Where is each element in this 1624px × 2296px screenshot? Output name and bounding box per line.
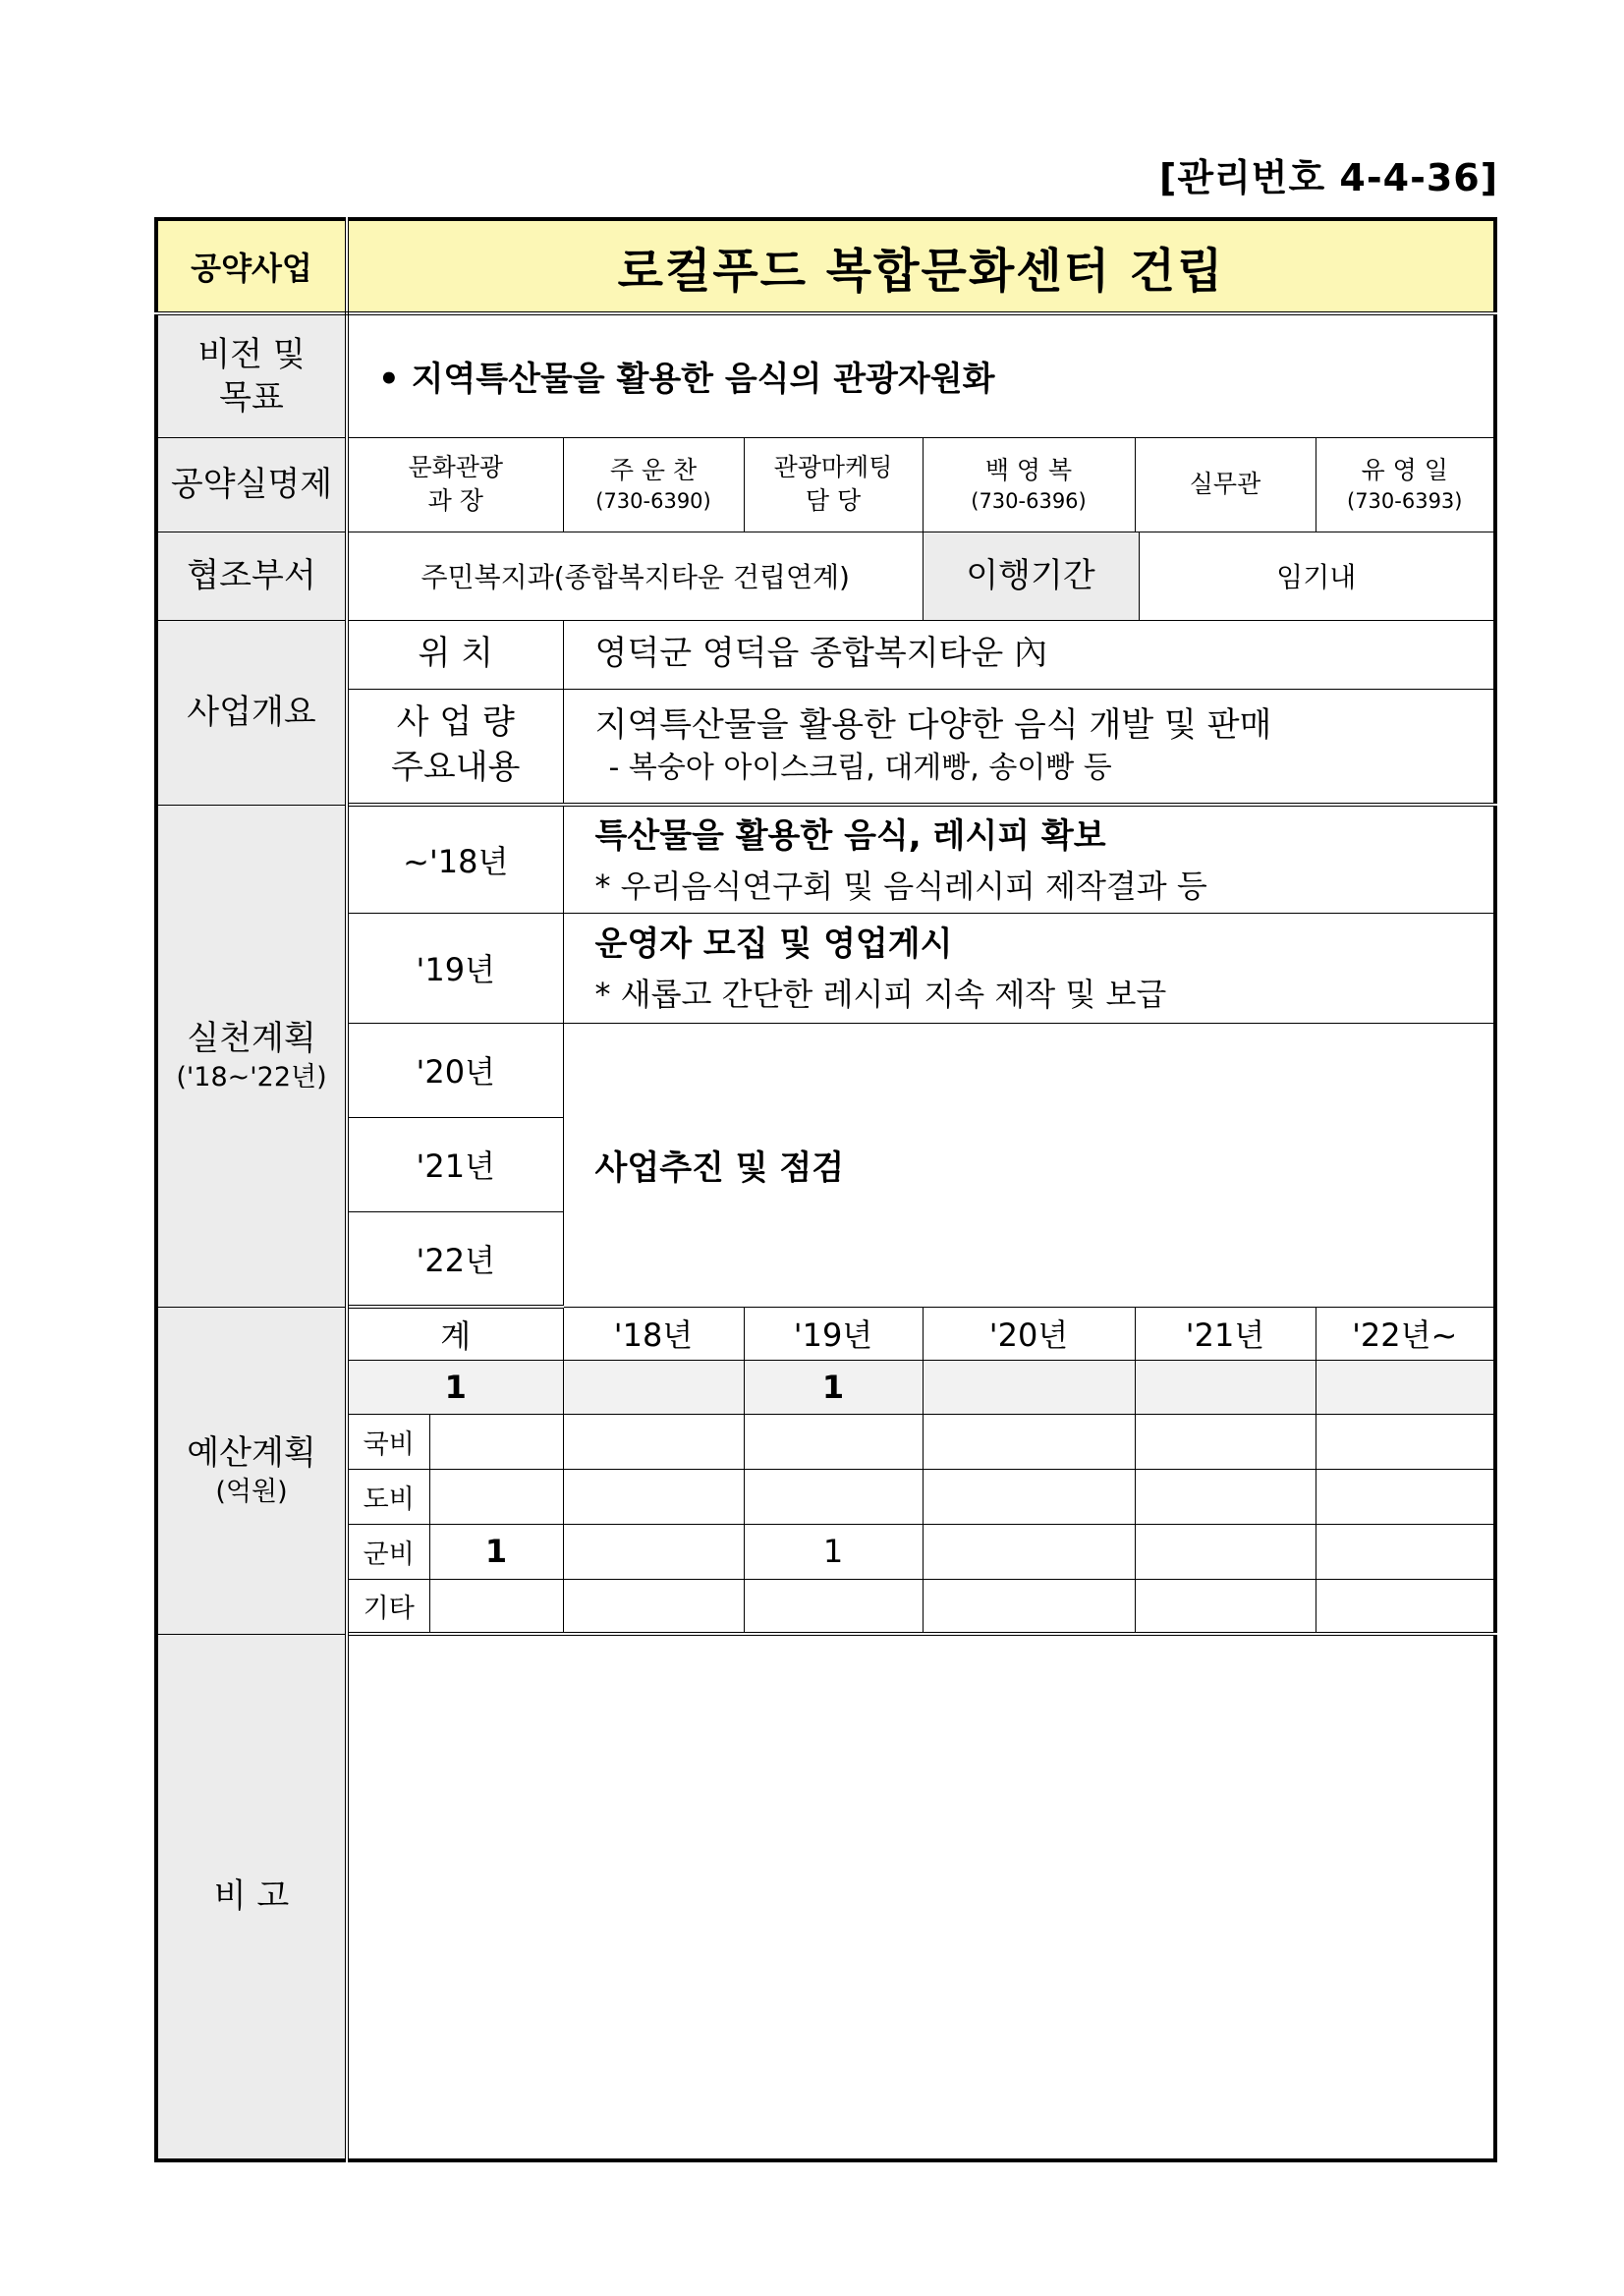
scope-line1: 지역특산물을 활용한 다양한 음식 개발 및 판매 [594,705,1272,746]
budget-source-provincial: 도비 [347,1469,429,1524]
cooperation-value: 주민복지과(종합복지타운 건립연계) [347,532,923,620]
plan-label [156,805,347,1307]
plan-merged-content: 사업추진 및 점검 [563,1023,1495,1307]
budget-national-2021 [1135,1414,1316,1469]
budget-total-sum: 1 [347,1360,563,1414]
budget-label-line1: 예산계획 [187,1432,316,1473]
budget-provincial-2019 [744,1469,923,1524]
period-label: 이행기간 [923,532,1139,620]
budget-other-sum [429,1579,563,1634]
plan-year-2022: '22년 [347,1211,563,1307]
location-label: 위 치 [347,620,563,689]
vision-label-line1: 비전 및 [197,334,306,374]
person2 [923,437,1135,532]
vision-label [156,313,347,437]
budget-source-national: 국비 [347,1414,429,1469]
budget-national-2020 [923,1414,1135,1469]
scope-label [347,689,563,805]
person3 [1316,437,1495,532]
remarks-value [347,1634,1495,2160]
plan-year-2021: '21년 [347,1117,563,1211]
scope-line2: - 복숭아 아이스크림, 대게빵, 송이빵 등 [608,750,1112,785]
budget-total-2021 [1135,1360,1316,1414]
vision-text: • 지역특산물을 활용한 음식의 관광자원화 [347,313,1495,437]
budget-county-2019: 1 [744,1524,923,1579]
budget-source-county: 군비 [347,1524,429,1579]
budget-header-2019: '19년 [744,1307,923,1360]
dept1-line2: 과 장 [427,486,483,515]
budget-provincial-2021 [1135,1469,1316,1524]
budget-total-2018 [563,1360,744,1414]
budget-national-2018 [563,1414,744,1469]
project-title: 로컬푸드 복합문화센터 건립 [347,219,1495,313]
budget-national-2019 [744,1414,923,1469]
plan-content-2019 [563,913,1495,1023]
budget-total-2022 [1316,1360,1495,1414]
plan-label-line2: ('18~'22년) [176,1062,327,1093]
plan-content-2018 [563,805,1495,913]
person1 [563,437,744,532]
dept1 [347,437,563,532]
budget-source-other: 기타 [347,1579,429,1634]
budget-header-2022: '22년~ [1316,1307,1495,1360]
budget-total-2020 [923,1360,1135,1414]
plan-sub-2018: * 우리음식연구회 및 음식레시피 제작결과 등 [594,867,1207,905]
budget-provincial-2020 [923,1469,1135,1524]
budget-provincial-2018 [563,1469,744,1524]
budget-other-2020 [923,1579,1135,1634]
management-number: [관리번호 4-4-36] [1159,156,1499,199]
budget-county-2021 [1135,1524,1316,1579]
cooperation-label: 협조부서 [156,532,347,620]
scope-value [563,689,1495,805]
budget-provincial-sum [429,1469,563,1524]
responsible-label: 공약실명제 [156,437,347,532]
person2-name: 백 영 복 [984,455,1073,484]
location-value: 영덕군 영덕읍 종합복지타운 內 [563,620,1495,689]
budget-header-2018: '18년 [563,1307,744,1360]
budget-national-sum [429,1414,563,1469]
dept2 [744,437,923,532]
pledge-project-table [154,217,1497,2162]
dept2-line2: 담 당 [805,486,862,515]
budget-label-line2: (억원) [215,1477,288,1508]
scope-label-line2: 주요내용 [391,748,521,788]
budget-county-sum: 1 [429,1524,563,1579]
budget-provincial-2022 [1316,1469,1495,1524]
budget-label [156,1307,347,1634]
vision-label-line2: 목표 [219,377,284,418]
plan-year-2019: '19년 [347,913,563,1023]
budget-county-2018 [563,1524,744,1579]
budget-other-2022 [1316,1579,1495,1634]
overview-label: 사업개요 [156,620,347,805]
budget-header-total: 계 [347,1307,563,1360]
person1-tel: (730-6390) [595,488,711,513]
dept2-line1: 관광마케팅 [773,453,893,482]
budget-county-2020 [923,1524,1135,1579]
budget-header-2021: '21년 [1135,1307,1316,1360]
period-value: 임기내 [1139,532,1495,620]
plan-title-2019: 운영자 모집 및 영업게시 [594,924,953,964]
dept3: 실무관 [1135,437,1316,532]
budget-header-2020: '20년 [923,1307,1135,1360]
header-label: 공약사업 [156,219,347,313]
person3-name: 유 영 일 [1361,455,1448,484]
budget-other-2018 [563,1579,744,1634]
plan-year-2020: '20년 [347,1023,563,1117]
budget-total-2019: 1 [744,1360,923,1414]
plan-sub-2019: * 새롭고 간단한 레시피 지속 제작 및 보급 [594,976,1167,1014]
budget-other-2019 [744,1579,923,1634]
budget-county-2022 [1316,1524,1495,1579]
dept1-line1: 문화관광 [408,453,504,482]
scope-label-line1: 사 업 량 [396,702,515,743]
plan-year-2018: ~'18년 [347,805,563,913]
budget-national-2022 [1316,1414,1495,1469]
person2-tel: (730-6396) [971,488,1087,513]
remarks-label: 비 고 [156,1634,347,2160]
person1-name: 주 운 찬 [609,455,698,484]
plan-title-2018: 특산물을 활용한 음식, 레시피 확보 [594,815,1106,856]
budget-other-2021 [1135,1579,1316,1634]
person3-tel: (730-6393) [1347,488,1463,513]
plan-label-line1: 실천계획 [187,1018,316,1058]
